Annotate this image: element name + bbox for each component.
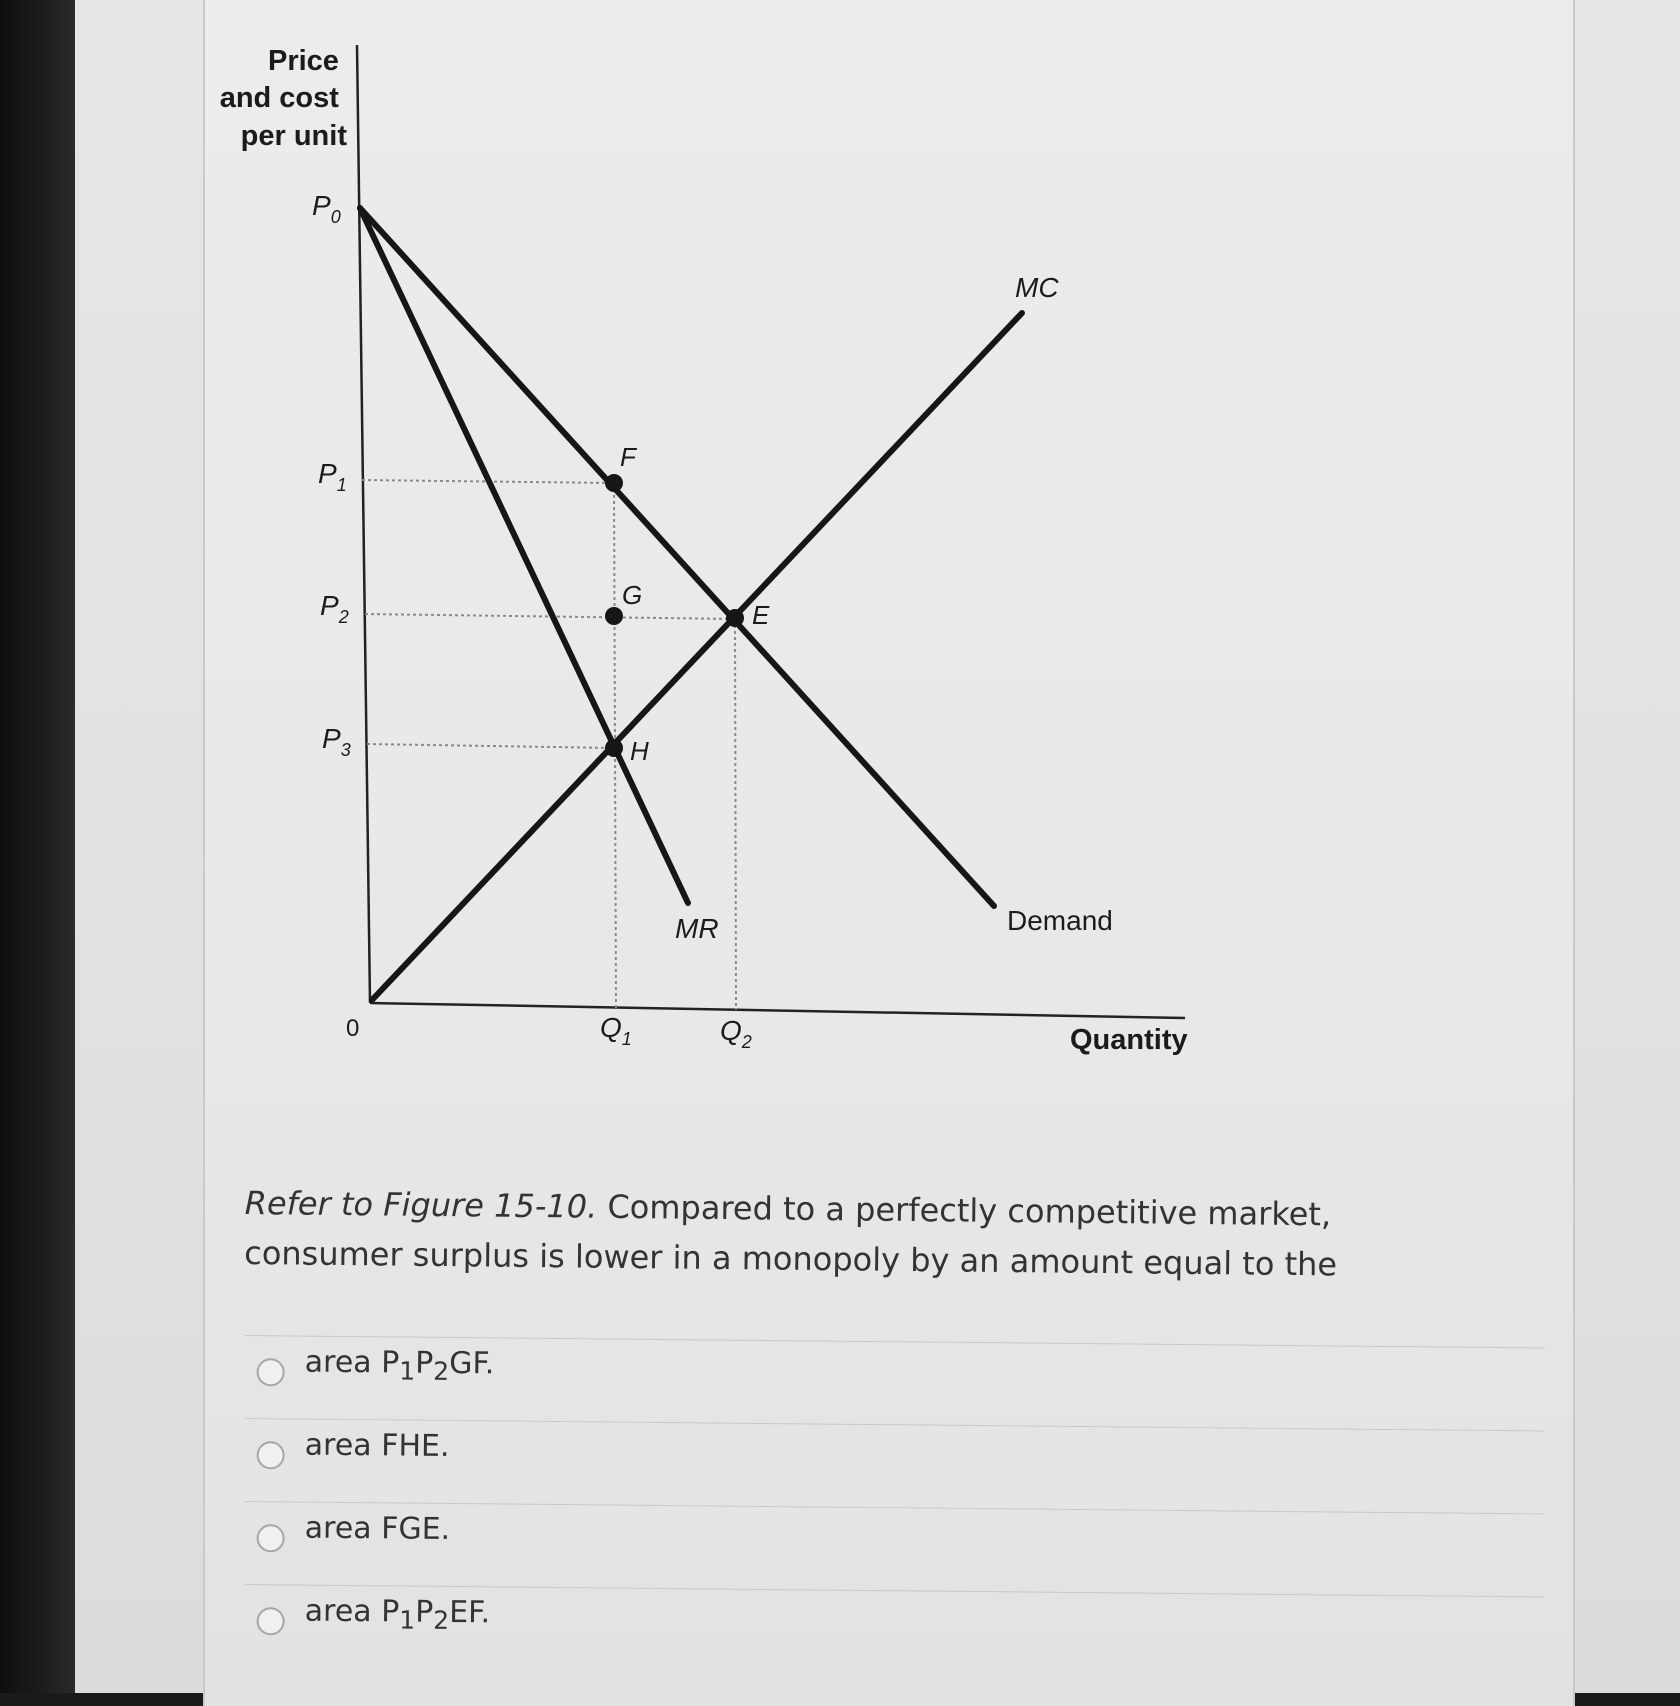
point-e <box>726 609 744 627</box>
y-axis-label: Price and cost per unit <box>219 45 347 152</box>
figure-reference: Refer to Figure 15-10. <box>244 1183 598 1226</box>
option-a[interactable] <box>244 1335 1545 1430</box>
demand-label: Demand <box>1007 905 1113 936</box>
mr-curve <box>360 208 688 903</box>
x-axis-label: Quantity <box>1070 1024 1188 1056</box>
q2-guide <box>735 619 736 1010</box>
mc-label: MC <box>1015 272 1059 303</box>
demand-curve <box>360 208 994 906</box>
radio-button-c[interactable] <box>257 1524 285 1552</box>
option-b[interactable] <box>244 1418 1545 1513</box>
q1-label: $Q_1$ <box>600 1012 632 1049</box>
q2-label: $Q_2$ <box>720 1015 752 1052</box>
option-c-label: area FGE. <box>304 1510 451 1547</box>
mr-label: MR <box>675 913 719 944</box>
p1-label: $P_1$ <box>318 458 347 495</box>
p3-guide <box>367 744 614 748</box>
radio-button-b[interactable] <box>257 1441 285 1469</box>
option-d-label: area $P_1P_2EF$. <box>304 1593 491 1635</box>
question-text <box>244 1178 1495 1291</box>
radio-button-d[interactable] <box>257 1607 285 1635</box>
origin-label: 0 <box>346 1015 360 1042</box>
mc-curve <box>372 313 1022 1000</box>
answer-options <box>245 1335 1545 1667</box>
y-axis <box>357 45 370 1003</box>
question-body: Compared to a perfectly competitive market, consumer surplus is lower in a monopoly by an amount equal to the <box>244 1187 1338 1284</box>
h-label: H <box>630 736 649 766</box>
point-f <box>605 474 623 492</box>
option-b-label: area FHE. <box>304 1427 450 1464</box>
radio-button-a[interactable] <box>257 1358 285 1386</box>
option-a-label: area $P_1P_2GF$. <box>304 1344 495 1386</box>
f-label: F <box>620 442 636 472</box>
x-axis <box>370 1003 1185 1018</box>
p3-label: $P_3$ <box>322 723 351 760</box>
p2-label: $P_2$ <box>320 590 349 627</box>
point-h <box>605 739 623 757</box>
g-label: G <box>622 580 643 610</box>
p0-label: $P_0$ <box>312 190 341 227</box>
option-d[interactable] <box>244 1584 1545 1679</box>
option-c[interactable] <box>244 1501 1545 1596</box>
e-label: E <box>752 600 770 630</box>
point-g <box>605 607 623 625</box>
